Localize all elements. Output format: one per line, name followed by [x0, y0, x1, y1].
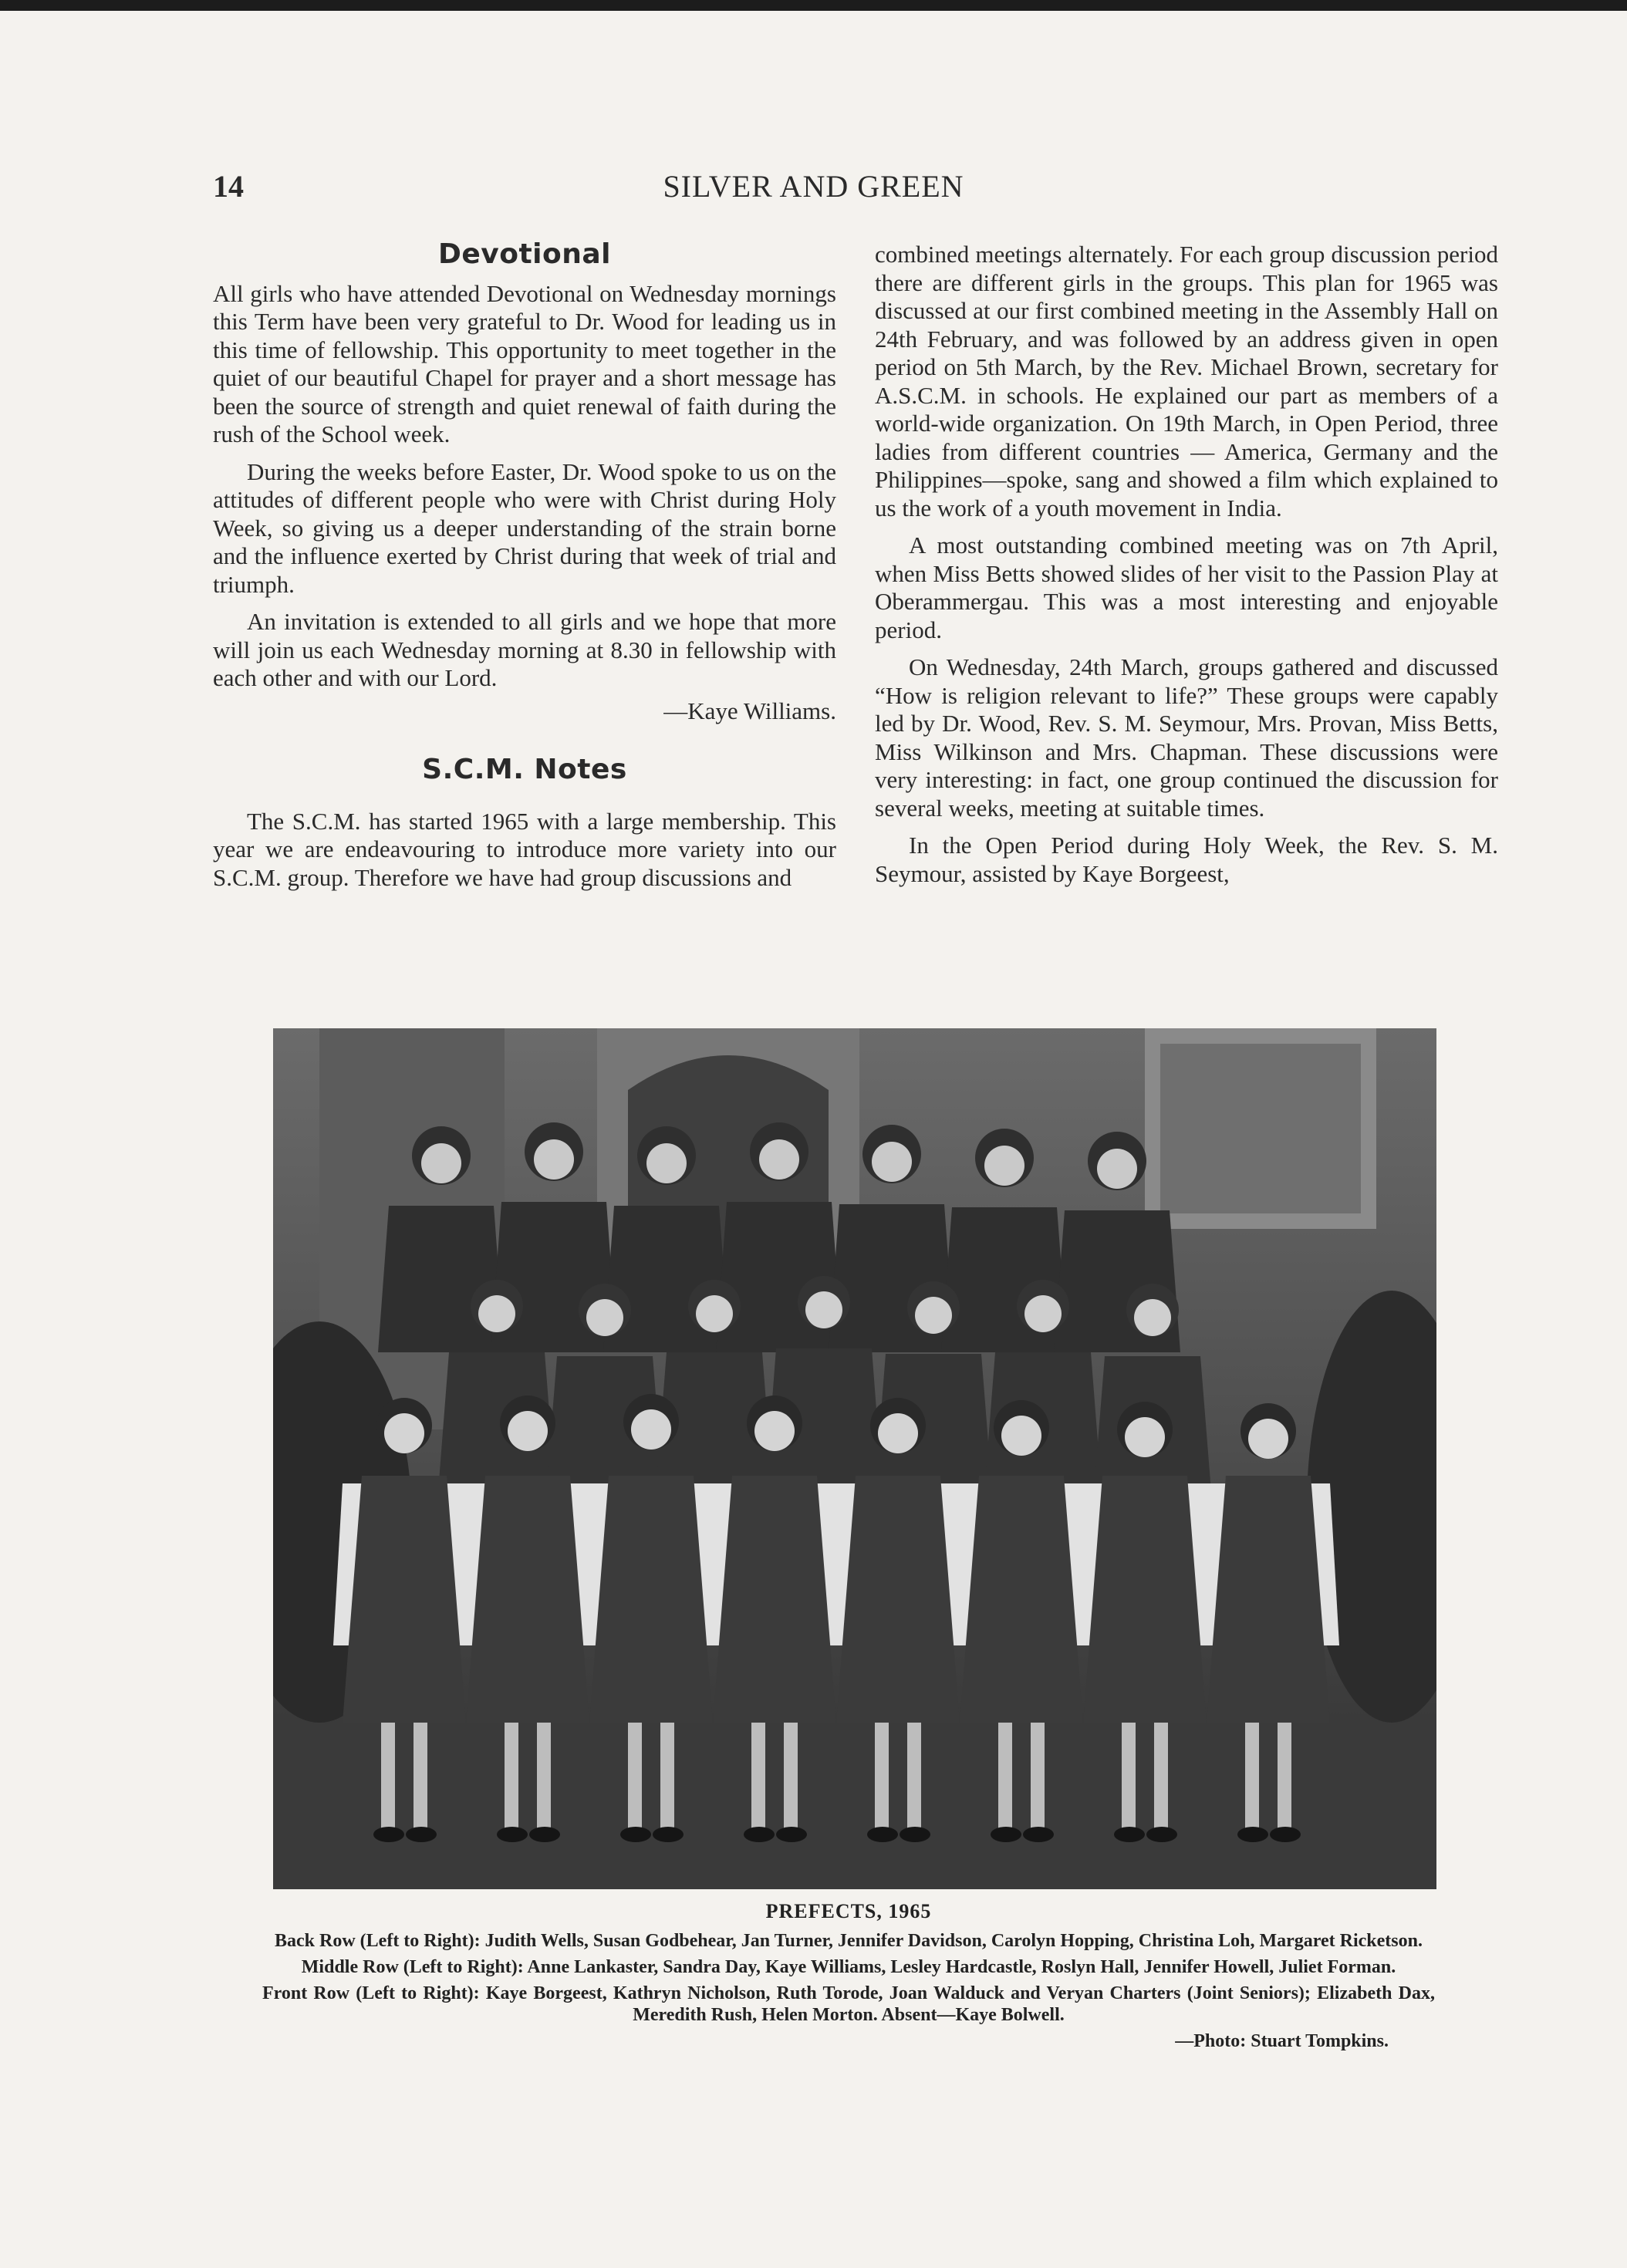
left-column — [213, 238, 836, 892]
photo-illustration — [273, 1028, 1436, 1889]
photo-caption — [262, 1901, 1435, 2052]
prefects-group-photo — [273, 1028, 1436, 1889]
page-number: 14 — [213, 169, 244, 204]
devotional-paragraph-1: All girls who have attended Devotional on Wednesday mornings this Term have been very grateful to Dr. Wood for leading us in this time of fellowship. This opportunity to meet together in the quiet of our beautiful Chapel for prayer and a short message has been the source of strength and quiet renewal of faith during the rush of the School week. — [213, 279, 836, 447]
devotional-heading: Devotional — [437, 238, 612, 270]
scm-paragraph-1: The S.C.M. has started 1965 with a large membership. This year we are endeavouring to introduce more variety into our S.C.M. group. Therefore we have had group discussions and — [213, 807, 836, 891]
scm-heading: S.C.M. Notes — [422, 754, 627, 785]
scm-paragraph-4: On Wednesday, 24th March, groups gathered and discussed “How is religion relevant to life?” These groups were capably led by Dr. Wood, Rev. S. M. Seymour, Mrs. Provan, Miss Betts, Miss Wilkinson and Mrs. Chapman. These discussions were very interesting: in fact, one group continued the discussion for several weeks, meeting at suitable times. — [875, 653, 1498, 822]
devotional-signature: —Kaye Williams. — [663, 697, 836, 724]
scm-paragraph-2: combined meetings alternately. For each group discussion period there are different girls in the groups. This plan for 1965 was discussed at our first combined meeting in the Assembly Hall on 24th February, and was followed by an address given in open period on 5th March, by the Rev. Michael Brown, secretary for A.S.C.M. in schools. He explained our part as members of a world-wide organization. On 19th March, in Open Period, three ladies from different countries — America, Germany and the Philippines—spoke, sang and showed a film which explained to us the work of a youth movement in India. — [875, 241, 1498, 521]
scm-paragraph-3: A most outstanding combined meeting was on 7th April, when Miss Betts showed slides of her visit to the Passion Play at Oberammergau. This was a most interesting and enjoyable period. — [875, 532, 1498, 643]
scm-paragraph-5: In the Open Period during Holy Week, the Rev. S. M. Seymour, assisted by Kaye Borgeest, — [875, 832, 1498, 887]
caption-middle-row: Middle Row (Left to Right): Anne Lankaster, Sandra Day, Kaye Williams, Lesley Hardcastle, Roslyn Hall, Jennifer Howell, Juliet Forman. — [301, 1957, 1396, 1977]
devotional-paragraph-3: An invitation is extended to all girls and we hope that more will join us each Wednesday morning at 8.30 in fellowship with each other and with our Lord. — [213, 608, 836, 691]
running-head: SILVER AND GREEN — [663, 169, 964, 204]
caption-front-row: Front Row (Left to Right): Kaye Borgeest, Kathryn Nicholson, Ruth Torode, Joan Walduck and Veryan Charters (Joint Seniors); Elizabeth Dax, Meredith Rush, Helen Morton. Absent—Kaye Bolwell. — [262, 1983, 1435, 2025]
right-column — [875, 241, 1498, 888]
caption-back-row: Back Row (Left to Right): Judith Wells, Susan Godbehear, Jan Turner, Jennifer Davidson, Carolyn Hopping, Christina Loh, Margaret Ricketson. — [275, 1931, 1423, 1951]
devotional-paragraph-2: During the weeks before Easter, Dr. Wood spoke to us on the attitudes of different people who were with Christ during Holy Week, so giving us a deeper understanding of the strain borne and the influence exerted by Christ during that week of trial and triumph. — [213, 457, 836, 598]
photo-credit: —Photo: Stuart Tompkins. — [1175, 2031, 1389, 2051]
scan-top-edge — [0, 0, 1627, 11]
caption-title: PREFECTS, 1965 — [765, 1900, 932, 1922]
